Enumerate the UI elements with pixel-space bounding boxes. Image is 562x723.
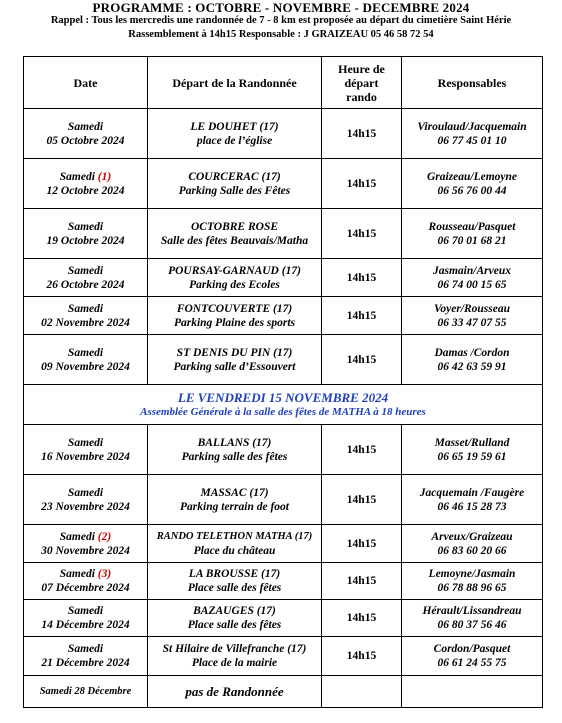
spot-label: place de l’église — [196, 134, 273, 147]
special-event-cell — [24, 385, 543, 425]
place-label: MASSAC (17) — [200, 486, 269, 499]
date-cell — [24, 209, 148, 259]
resp-cell — [402, 425, 543, 475]
reminder-line: Rappel : Tous les mercredis une randonnée de 7 - 8 km est proposée au départ du cimetière Saint Hérie — [50, 15, 512, 26]
resp-cell — [402, 297, 543, 335]
resp-phone: 06 78 88 96 65 — [437, 582, 507, 594]
spot-label: Parking Salle des Fêtes — [178, 184, 291, 197]
note-label: (1) — [97, 170, 112, 183]
special-event-title: LE VENDREDI 15 NOVEMBRE 2024 — [177, 389, 389, 405]
resp-names: Damas /Cordon — [434, 346, 510, 359]
depart-cell — [148, 297, 322, 335]
resp-names: Hérault/Lissandreau — [422, 605, 522, 617]
depart-cell — [148, 600, 322, 637]
place-label: ST DENIS DU PIN (17) — [176, 346, 293, 359]
place-label: RANDO TELETHON MATHA (17) — [156, 530, 313, 542]
resp-names: Voyer/Rousseau — [433, 302, 511, 315]
hour-cell: 14h15 — [322, 159, 402, 209]
hour-cell: 14h15 — [322, 335, 402, 385]
date-cell — [24, 335, 148, 385]
day-label: Samedi — [59, 170, 98, 183]
table-header-row — [24, 57, 543, 109]
date-cell — [24, 475, 148, 525]
day-label: Samedi — [67, 346, 104, 359]
table-row — [24, 109, 543, 159]
depart-cell — [148, 335, 322, 385]
col-header-responsables: Responsables — [402, 57, 543, 109]
date-label: 23 Novembre 2024 — [41, 500, 130, 513]
date-cell — [24, 297, 148, 335]
resp-phone: 06 56 76 00 44 — [437, 184, 507, 197]
day-label: Samedi — [67, 302, 104, 315]
day-label: Samedi — [67, 643, 104, 655]
date-cell — [24, 259, 148, 297]
day-label: Samedi — [67, 486, 104, 499]
resp-phone: 06 80 37 56 46 — [437, 619, 507, 631]
resp-names: Lemoyne/Jasmain — [428, 568, 516, 580]
resp-cell — [402, 563, 543, 600]
spot-label: Parking salle d’Essouvert — [173, 360, 296, 373]
day-label: Samedi — [59, 530, 98, 543]
date-cell — [24, 425, 148, 475]
table-row — [24, 563, 543, 600]
spot-label: Parking terrain de foot — [180, 500, 289, 513]
resp-phone: 06 61 24 55 75 — [437, 657, 507, 669]
place-label: LA BROUSSE (17) — [188, 568, 281, 580]
depart-cell — [148, 109, 322, 159]
table-row — [24, 475, 543, 525]
resp-phone: 06 70 01 68 21 — [437, 234, 507, 247]
depart-cell — [148, 425, 322, 475]
depart-cell — [148, 563, 322, 600]
date-cell — [24, 109, 148, 159]
table-row — [24, 600, 543, 637]
hour-cell: 14h15 — [322, 297, 402, 335]
resp-phone: 06 74 00 15 65 — [437, 278, 507, 291]
hour-cell: 14h15 — [322, 600, 402, 637]
resp-names: Cordon/Pasquet — [433, 643, 511, 655]
place-label: FONTCOUVERTE (17) — [176, 302, 293, 315]
resp-names: Jasmain/Arveux — [433, 264, 511, 277]
col-header-depart: Départ de la Randonnée — [148, 57, 322, 109]
resp-phone: 06 83 60 20 66 — [437, 544, 507, 557]
day-label: Samedi — [67, 120, 104, 133]
place-label: BAZAUGES (17) — [193, 605, 276, 617]
resp-cell — [402, 209, 543, 259]
date-label: 26 Octobre 2024 — [46, 278, 125, 291]
date-label: 09 Novembre 2024 — [41, 360, 130, 373]
date-label: 02 Novembre 2024 — [41, 316, 130, 329]
hour-cell: 14h15 — [322, 109, 402, 159]
table-row — [24, 637, 543, 676]
resp-names: Arveux/Graizeau — [431, 530, 513, 543]
day-label: Samedi — [67, 264, 104, 277]
date-label: 14 Décembre 2024 — [41, 619, 130, 631]
depart-cell — [148, 525, 322, 563]
col-header-heure: Heure de départ rando — [322, 57, 402, 109]
meeting-info-line: Rassemblement à 14h15 Responsable : J GRAIZEAU 05 46 58 72 54 — [128, 29, 434, 40]
date-label: 07 Décembre 2024 — [41, 582, 130, 594]
resp-names: Rousseau/Pasquet — [428, 220, 516, 233]
resp-cell-empty — [402, 676, 543, 708]
special-event-detail: Assemblée Générale à la salle des fêtes de MATHA à 18 heures — [140, 405, 426, 418]
table-row — [24, 159, 543, 209]
date-cell — [24, 159, 148, 209]
schedule-table — [23, 56, 543, 708]
note-label: (3) — [97, 568, 112, 580]
date-cell — [24, 637, 148, 676]
spot-label: Parking des Ecoles — [189, 278, 280, 291]
resp-phone: 06 46 15 28 73 — [437, 500, 507, 513]
depart-cell — [148, 637, 322, 676]
hour-cell: 14h15 — [322, 475, 402, 525]
day-label: Samedi — [67, 220, 104, 233]
place-label: POURSAY-GARNAUD (17) — [168, 264, 301, 277]
day-label: Samedi — [67, 605, 104, 617]
place-label: St Hilaire de Villefranche (17) — [162, 643, 307, 655]
resp-phone: 06 65 19 59 61 — [437, 450, 507, 463]
place-label: LE DOUHET (17) — [190, 120, 279, 133]
spot-label: Place salle des fêtes — [187, 619, 282, 631]
date-label: 16 Novembre 2024 — [41, 450, 130, 463]
hour-cell: 14h15 — [322, 525, 402, 563]
depart-cell — [148, 259, 322, 297]
page-title: PROGRAMME : OCTOBRE - NOVEMBRE - DECEMBRE 2024 — [92, 0, 470, 15]
resp-names: Jacquemain /Faugère — [419, 486, 525, 499]
table-row — [24, 335, 543, 385]
date-label: 05 Octobre 2024 — [46, 134, 125, 147]
spot-label: Parking salle des fêtes — [181, 450, 288, 463]
depart-cell — [148, 209, 322, 259]
resp-cell — [402, 525, 543, 563]
hour-cell: 14h15 — [322, 637, 402, 676]
date-label: 19 Octobre 2024 — [46, 234, 125, 247]
resp-cell — [402, 600, 543, 637]
hour-cell: 14h15 — [322, 209, 402, 259]
col-header-date: Date — [24, 57, 148, 109]
date-label: 12 Octobre 2024 — [46, 184, 125, 197]
table-row — [24, 425, 543, 475]
table-row — [24, 209, 543, 259]
spot-label: Place du château — [193, 544, 276, 557]
spot-label: Place salle des fêtes — [187, 582, 282, 594]
resp-names: Viroulaud/Jacquemain — [417, 120, 527, 133]
resp-cell — [402, 159, 543, 209]
resp-names: Graizeau/Lemoyne — [426, 170, 518, 183]
date-cell — [24, 600, 148, 637]
hour-cell-empty — [322, 676, 402, 708]
resp-cell — [402, 335, 543, 385]
date-cell — [24, 525, 148, 563]
place-label: OCTOBRE ROSE — [190, 220, 279, 233]
resp-phone: 06 77 45 01 10 — [437, 134, 507, 147]
date-cell — [24, 563, 148, 600]
table-row-last — [24, 676, 543, 708]
spot-label: Place de la mairie — [191, 657, 278, 669]
day-label: Samedi — [59, 568, 98, 580]
hour-cell: 14h15 — [322, 563, 402, 600]
place-label: COURCERAC (17) — [188, 170, 281, 183]
spot-label: Salle des fêtes Beauvais/Matha — [160, 234, 309, 247]
note-label: (2) — [97, 530, 112, 543]
special-event-row — [24, 385, 543, 425]
resp-cell — [402, 475, 543, 525]
depart-cell — [148, 475, 322, 525]
place-label: BALLANS (17) — [197, 436, 272, 449]
table-row — [24, 525, 543, 563]
day-label: Samedi — [67, 436, 104, 449]
hour-cell: 14h15 — [322, 425, 402, 475]
date-label: 21 Décembre 2024 — [41, 657, 130, 669]
resp-phone: 06 33 47 07 55 — [437, 316, 507, 329]
no-walk-cell: pas de Randonnée — [148, 676, 322, 708]
resp-phone: 06 42 63 59 91 — [437, 360, 507, 373]
resp-cell — [402, 259, 543, 297]
resp-cell — [402, 637, 543, 676]
date-label: 30 Novembre 2024 — [41, 544, 130, 557]
depart-cell — [148, 159, 322, 209]
spot-label: Parking Plaine des sports — [173, 316, 296, 329]
table-row — [24, 297, 543, 335]
date-cell: Samedi 28 Décembre — [24, 676, 148, 708]
hour-cell: 14h15 — [322, 259, 402, 297]
table-row — [24, 259, 543, 297]
resp-cell — [402, 109, 543, 159]
resp-names: Masset/Rulland — [434, 436, 510, 449]
